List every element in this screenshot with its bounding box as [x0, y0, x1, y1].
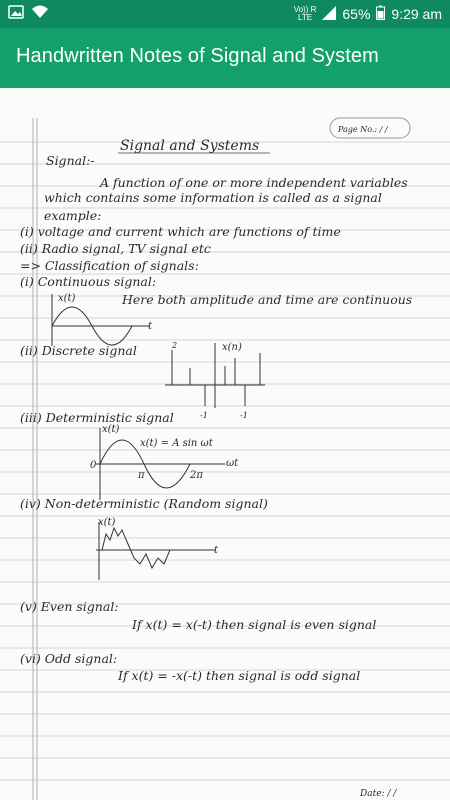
- svg-text:x(t) = A sin ωt: x(t) = A sin ωt: [140, 438, 213, 449]
- note-line: If x(t) = x(-t) then signal is even signal: [132, 617, 377, 632]
- clock: 9:29 am: [391, 6, 442, 22]
- discrete-signal-graph: [165, 343, 265, 408]
- note-line: (iii) Deterministic signal: [20, 410, 174, 425]
- note-line: A function of one or more independent variables: [100, 175, 408, 190]
- network-indicator: [294, 6, 317, 22]
- note-line: Here both amplitude and time are continuous: [122, 292, 413, 307]
- svg-text:t: t: [214, 545, 219, 556]
- note-line: (v) Even signal:: [20, 599, 119, 614]
- app-bar: [0, 28, 450, 88]
- svg-text:x(t): x(t): [98, 517, 116, 528]
- note-line: (ii) Discrete signal: [20, 343, 137, 358]
- status-bar: [0, 0, 450, 28]
- notebook-page: [0, 88, 450, 800]
- note-line: (i) Continuous signal:: [20, 274, 157, 289]
- note-line: which contains some information is called as a signal: [44, 190, 382, 205]
- svg-text:π: π: [138, 470, 145, 481]
- svg-text:x(t): x(t): [102, 424, 120, 435]
- page-number-box: [330, 118, 410, 138]
- svg-text:0: 0: [90, 460, 97, 471]
- svg-text:x(t): x(t): [58, 293, 76, 304]
- wifi-icon: [32, 5, 48, 22]
- note-line: (ii) Radio signal, TV signal etc: [20, 241, 211, 256]
- note-line: If x(t) = -x(-t) then signal is odd signal: [118, 668, 361, 683]
- network-label: Vo)) R: [293, 5, 317, 14]
- battery-percent: 65%: [342, 6, 371, 22]
- app-title: Handwritten Notes of Signal and System: [16, 45, 379, 67]
- svg-text:Page No.: / /: Page No.: / /: [338, 125, 388, 134]
- note-line: (vi) Odd signal:: [20, 651, 118, 666]
- svg-text:2: 2: [172, 341, 178, 350]
- svg-text:-1: -1: [240, 411, 248, 420]
- battery-icon: [376, 5, 385, 23]
- svg-text:x(n): x(n): [222, 342, 242, 353]
- svg-text:-1: -1: [200, 411, 208, 420]
- network-type-label: LTE: [298, 13, 313, 22]
- note-line: (iv) Non-deterministic (Random signal): [20, 496, 268, 511]
- note-line: example:: [44, 208, 102, 223]
- note-line: (i) voltage and current which are functions of time: [20, 224, 341, 239]
- svg-text:2π: 2π: [190, 470, 203, 481]
- svg-text:ωt: ωt: [226, 458, 239, 469]
- signal-title: Signal:-: [46, 153, 95, 168]
- note-heading: Signal and Systems: [120, 138, 260, 154]
- footer-date: Date: / /: [360, 789, 397, 799]
- image-icon: [8, 5, 24, 22]
- note-line: => Classification of signals:: [20, 258, 199, 273]
- signal-icon: [322, 6, 336, 23]
- note-page[interactable]: [0, 88, 450, 800]
- random-signal-graph: [96, 522, 215, 580]
- svg-text:t: t: [148, 321, 153, 332]
